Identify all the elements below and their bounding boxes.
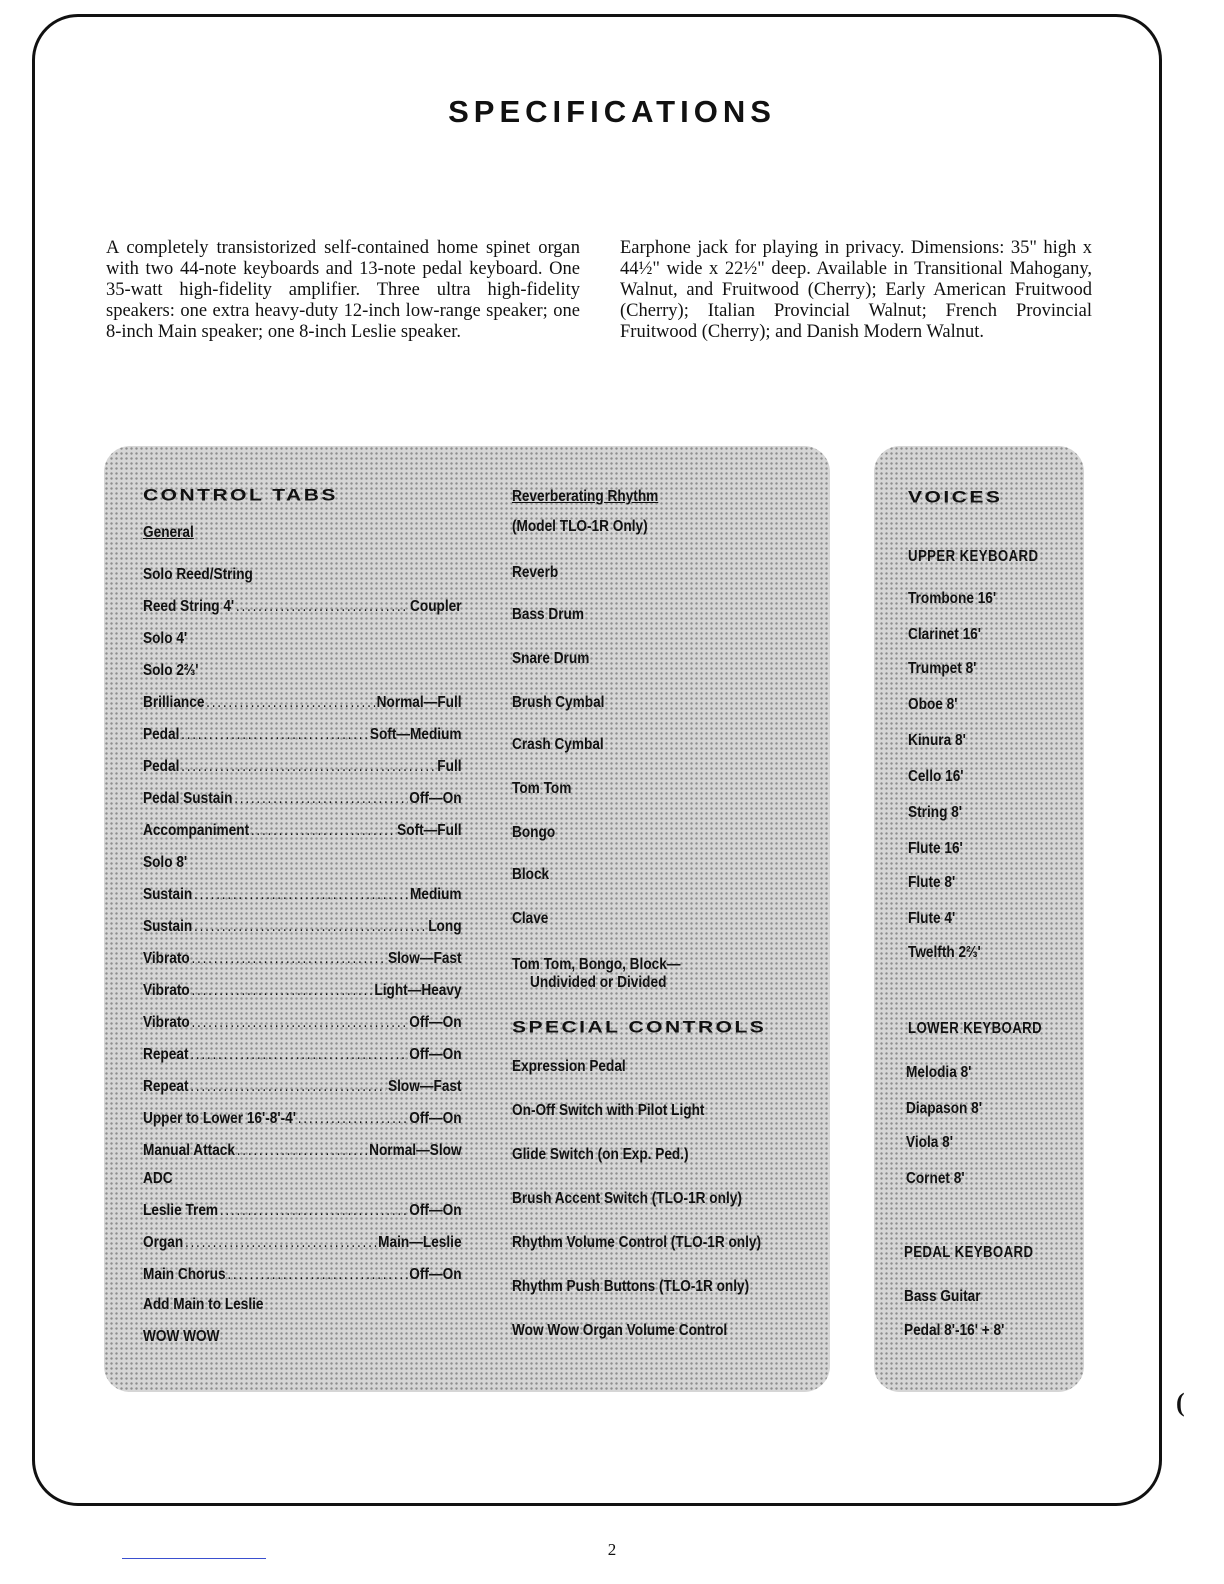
rhythm-item: Bass Drum bbox=[512, 606, 585, 623]
control-tab-row: Repeat ..... Slow—Fast bbox=[143, 1072, 462, 1096]
control-tab-row: Vibrato ..... Off—On bbox=[143, 1008, 462, 1032]
rhythm-item: Snare Drum bbox=[512, 650, 590, 667]
control-tab-row: Pedal Sustain ..... Off—On bbox=[143, 784, 462, 808]
voice-item: Viola 8' bbox=[906, 1134, 953, 1151]
voice-item: Cello 16' bbox=[908, 768, 964, 785]
rhythm-item: Clave bbox=[512, 910, 549, 927]
page-number: 2 bbox=[607, 1540, 617, 1559]
control-tab-row: Solo 4' bbox=[143, 630, 188, 647]
control-tab-row: Vibrato ..... Light—Heavy bbox=[143, 976, 462, 1000]
rhythm-model-note: (Model TLO-1R Only) bbox=[512, 518, 648, 535]
control-tab-row: Pedal ..... Full bbox=[143, 752, 462, 776]
control-tab-row: Reed String 4' ..... Coupler bbox=[143, 592, 462, 616]
special-control-item: Expression Pedal bbox=[512, 1058, 626, 1075]
voice-item: Trumpet 8' bbox=[908, 660, 977, 677]
voice-item: Melodia 8' bbox=[906, 1064, 972, 1081]
control-tab-row: Sustain ..... Long bbox=[143, 912, 462, 936]
control-tab-row: WOW WOW bbox=[143, 1328, 220, 1345]
control-tab-row: Accompaniment ..... Soft—Full bbox=[143, 816, 462, 840]
control-tab-row: Pedal ..... Soft—Medium bbox=[143, 720, 462, 744]
pedal-keyboard-label: PEDAL KEYBOARD bbox=[904, 1244, 1034, 1261]
scan-mark: ( bbox=[1176, 1388, 1185, 1417]
special-control-item: On-Off Switch with Pilot Light bbox=[512, 1102, 705, 1119]
rhythm-item: Bongo bbox=[512, 824, 556, 841]
control-tab-row: Leslie Trem ..... Off—On bbox=[143, 1196, 462, 1220]
special-control-item: Brush Accent Switch (TLO-1R only) bbox=[512, 1190, 742, 1207]
control-tab-row: Solo 2⅔' bbox=[143, 662, 199, 679]
voice-item: String 8' bbox=[908, 804, 963, 821]
intro-paragraph-right: Earphone jack for playing in privacy. Dimensions: 35" high x 44½" wide x 22½" deep. Available in Transitional Mahogany, Walnut, and Fruitwood (Cherry); Early American Fruitwood (Cherry); Italian Provincial Walnut; French Provincial Fruitwood (Cherry); and Danish Modern Walnut. bbox=[620, 238, 1092, 342]
control-tab-row: Repeat ..... Off—On bbox=[143, 1040, 462, 1064]
special-control-item: Wow Wow Organ Volume Control bbox=[512, 1322, 728, 1339]
voice-item: Kinura 8' bbox=[908, 732, 966, 749]
control-tab-row: Organ ..... Main—Leslie bbox=[143, 1228, 462, 1252]
special-control-item: Glide Switch (on Exp. Ped.) bbox=[512, 1146, 689, 1163]
page-title: SPECIFICATIONS bbox=[448, 94, 776, 129]
voice-item: Flute 8' bbox=[908, 874, 956, 891]
voice-item: Pedal 8'-16' + 8' bbox=[904, 1322, 1005, 1339]
control-tab-row: Brilliance ..... Normal—Full bbox=[143, 688, 462, 712]
general-subheading: General bbox=[143, 524, 194, 541]
control-tab-row: Solo 8' bbox=[143, 854, 188, 871]
voice-item: Flute 4' bbox=[908, 910, 956, 927]
voice-item: Twelfth 2⅔' bbox=[908, 944, 981, 961]
voice-item: Bass Guitar bbox=[904, 1288, 981, 1305]
scan-line bbox=[122, 1558, 266, 1559]
voice-item: Cornet 8' bbox=[906, 1170, 965, 1187]
special-control-item: Rhythm Volume Control (TLO-1R only) bbox=[512, 1234, 762, 1251]
rhythm-item: Undivided or Divided bbox=[530, 974, 667, 991]
voice-item: Flute 16' bbox=[908, 840, 963, 857]
upper-keyboard-label: UPPER KEYBOARD bbox=[908, 548, 1039, 565]
rhythm-item: Block bbox=[512, 866, 550, 883]
control-tab-row: Upper to Lower 16'-8'-4' ..... Off—On bbox=[143, 1104, 462, 1128]
control-tab-row: Manual Attack ..... Normal—Slow bbox=[143, 1136, 462, 1160]
rhythm-item: Tom Tom, Bongo, Block— bbox=[512, 956, 681, 973]
control-tab-row: Solo Reed/String bbox=[143, 566, 253, 583]
control-tab-row: Sustain ..... Medium bbox=[143, 880, 462, 904]
rhythm-item: Brush Cymbal bbox=[512, 694, 605, 711]
control-tab-row: ADC bbox=[143, 1170, 173, 1187]
rhythm-item: Crash Cymbal bbox=[512, 736, 604, 753]
rhythm-item: Tom Tom bbox=[512, 780, 572, 797]
control-tab-row: Main Chorus ..... Off—On bbox=[143, 1260, 462, 1284]
voice-item: Trombone 16' bbox=[908, 590, 997, 607]
rhythm-item: Reverb bbox=[512, 564, 559, 581]
control-tab-row: Vibrato ..... Slow—Fast bbox=[143, 944, 462, 968]
special-control-item: Rhythm Push Buttons (TLO-1R only) bbox=[512, 1278, 750, 1295]
control-tab-row: Add Main to Leslie bbox=[143, 1296, 264, 1313]
voices-heading: VOICES bbox=[908, 488, 1003, 507]
voice-item: Diapason 8' bbox=[906, 1100, 983, 1117]
voice-item: Clarinet 16' bbox=[908, 626, 981, 643]
lower-keyboard-label: LOWER KEYBOARD bbox=[908, 1020, 1043, 1037]
voice-item: Oboe 8' bbox=[908, 696, 958, 713]
intro-paragraph-left: A completely transistorized self-contained home spinet organ with two 44-note keyboards and 13-note pedal keyboard. One 35-watt high-fidelity amplifier. Three ultra high-fidelity speakers: one extra heavy-duty 12-inch low-range speaker; one 8-inch Main speaker; one 8-inch Leslie speaker. bbox=[106, 238, 580, 342]
rhythm-heading: Reverberating Rhythm bbox=[512, 488, 659, 505]
control-tabs-heading: CONTROL TABS bbox=[143, 486, 338, 505]
special-controls-heading: SPECIAL CONTROLS bbox=[512, 1018, 767, 1037]
